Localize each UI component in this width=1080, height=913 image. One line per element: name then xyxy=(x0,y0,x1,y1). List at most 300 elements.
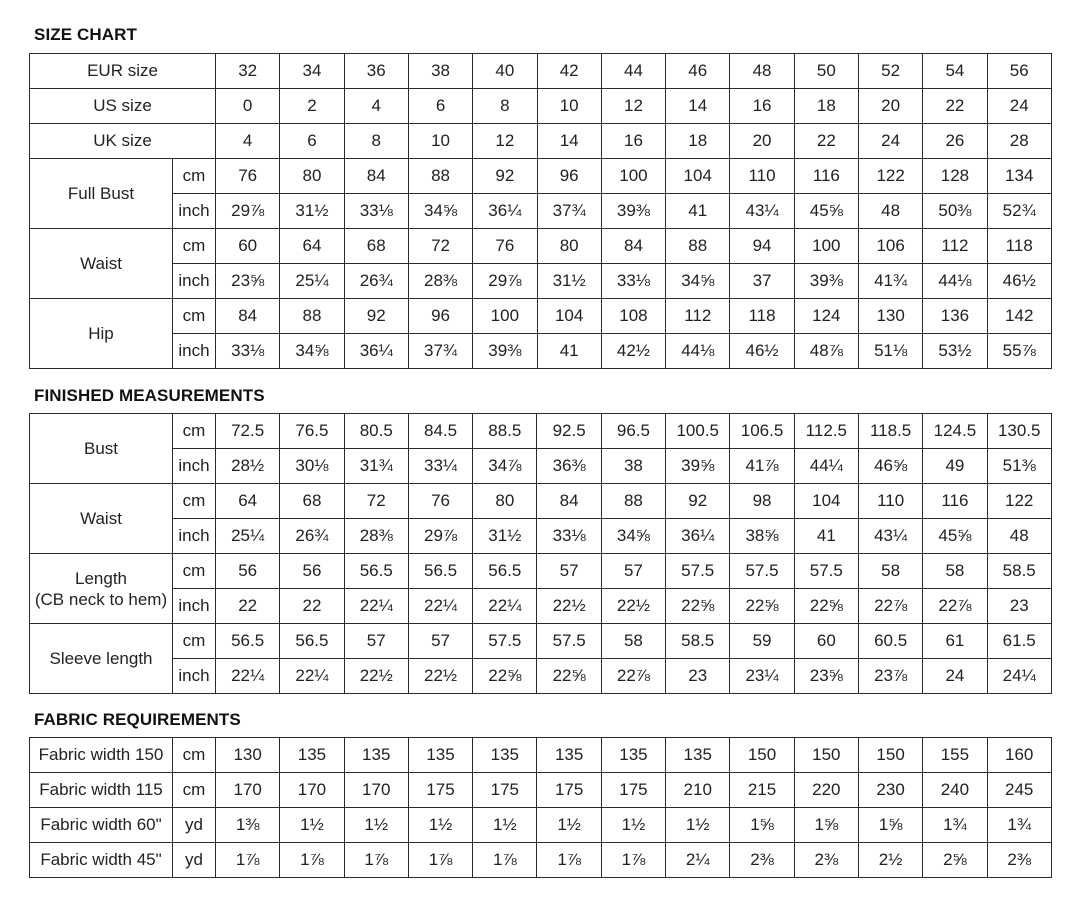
table-cell: 58.5 xyxy=(987,554,1051,589)
table-cell: 136 xyxy=(923,299,987,334)
table-cell: 24 xyxy=(923,659,987,694)
table-cell: 33⅛ xyxy=(537,519,601,554)
table-cell: 57.5 xyxy=(537,624,601,659)
finished-measurements-table xyxy=(29,413,1052,694)
table-cell: 36¼ xyxy=(473,194,537,229)
table-cell: 116 xyxy=(923,484,987,519)
table-cell: 61 xyxy=(923,624,987,659)
table-cell: 22⅝ xyxy=(730,589,794,624)
table-cell: 1⅞ xyxy=(344,843,408,878)
table-cell: 76 xyxy=(216,159,280,194)
table-cell: 96.5 xyxy=(601,414,665,449)
table-cell: 6 xyxy=(280,124,344,159)
table-cell: 88 xyxy=(601,484,665,519)
table-cell: 68 xyxy=(344,229,408,264)
table-cell: 118.5 xyxy=(858,414,922,449)
table-cell: 100 xyxy=(473,299,537,334)
table-cell: 160 xyxy=(987,738,1051,773)
fabric-requirements-title: FABRIC REQUIREMENTS xyxy=(34,710,241,729)
table-cell: 22½ xyxy=(601,589,665,624)
table-cell: 50 xyxy=(794,54,858,89)
table-cell: 56.5 xyxy=(408,554,472,589)
table-cell: 51⅜ xyxy=(987,449,1051,484)
table-cell: 142 xyxy=(987,299,1051,334)
table-cell: 28⅜ xyxy=(408,264,472,299)
table-cell: 92 xyxy=(344,299,408,334)
table-cell: 76 xyxy=(473,229,537,264)
table-row xyxy=(30,54,1052,89)
table-cell: 72.5 xyxy=(216,414,280,449)
finished-measurements-title: FINISHED MEASUREMENTS xyxy=(34,386,265,405)
table-cell: 110 xyxy=(730,159,794,194)
measurement-name: Bust xyxy=(83,439,119,458)
table-cell: 150 xyxy=(730,738,794,773)
table-cell: 31½ xyxy=(473,519,537,554)
fabric-width-label: Fabric width 115 xyxy=(30,773,173,808)
table-cell: 61.5 xyxy=(987,624,1051,659)
unit-label: cm xyxy=(173,484,216,519)
table-cell: 41 xyxy=(666,194,730,229)
table-cell: 1⅞ xyxy=(473,843,537,878)
table-cell: 135 xyxy=(344,738,408,773)
fabric-width-label: Fabric width 150 xyxy=(30,738,173,773)
size-chart-table xyxy=(29,53,1052,369)
table-cell: 12 xyxy=(601,89,665,124)
table-cell: 84.5 xyxy=(408,414,472,449)
table-cell: 135 xyxy=(666,738,730,773)
table-cell: 80 xyxy=(537,229,601,264)
size-chart-title: SIZE CHART xyxy=(34,25,137,44)
table-cell: 170 xyxy=(216,773,280,808)
table-cell: 29⅞ xyxy=(408,519,472,554)
table-cell: 245 xyxy=(987,773,1051,808)
table-cell: 2⅜ xyxy=(794,843,858,878)
measurement-label xyxy=(30,624,173,694)
table-cell: 175 xyxy=(408,773,472,808)
unit-label: cm xyxy=(173,159,216,194)
table-cell: 220 xyxy=(794,773,858,808)
table-cell: 52¾ xyxy=(987,194,1051,229)
table-cell: 1⅞ xyxy=(216,843,280,878)
table-cell: 44¼ xyxy=(794,449,858,484)
table-cell: 48⅞ xyxy=(794,334,858,369)
table-cell: 22 xyxy=(923,89,987,124)
table-cell: 34⅝ xyxy=(408,194,472,229)
table-cell: 34⅞ xyxy=(473,449,537,484)
table-cell: 1⅞ xyxy=(601,843,665,878)
unit-label: cm xyxy=(173,773,216,808)
table-cell: 22¼ xyxy=(280,659,344,694)
table-cell: 46½ xyxy=(987,264,1051,299)
table-cell: 150 xyxy=(858,738,922,773)
table-cell: 130 xyxy=(216,738,280,773)
unit-label: cm xyxy=(173,624,216,659)
table-cell: 22⅞ xyxy=(601,659,665,694)
table-row xyxy=(30,414,1052,449)
table-cell: 22⅝ xyxy=(794,589,858,624)
table-cell: 33⅛ xyxy=(344,194,408,229)
table-cell: 6 xyxy=(408,89,472,124)
table-cell: 22¼ xyxy=(344,589,408,624)
table-cell: 104 xyxy=(794,484,858,519)
table-cell: 31½ xyxy=(280,194,344,229)
table-cell: 72 xyxy=(344,484,408,519)
table-cell: 57 xyxy=(601,554,665,589)
table-cell: 88 xyxy=(280,299,344,334)
measurement-sublabel: (CB neck to hem) xyxy=(34,589,168,609)
table-cell: 37 xyxy=(730,264,794,299)
table-row xyxy=(30,589,1052,624)
table-cell: 100 xyxy=(601,159,665,194)
table-cell: 104 xyxy=(666,159,730,194)
table-cell: 34⅝ xyxy=(601,519,665,554)
table-cell: 26¾ xyxy=(280,519,344,554)
table-cell: 170 xyxy=(280,773,344,808)
table-cell: 44⅛ xyxy=(923,264,987,299)
table-cell: 1¾ xyxy=(923,808,987,843)
table-row xyxy=(30,554,1052,589)
table-cell: 29⅞ xyxy=(473,264,537,299)
table-cell: 58 xyxy=(923,554,987,589)
table-cell: 64 xyxy=(216,484,280,519)
table-cell: 23⅝ xyxy=(216,264,280,299)
table-cell: 42½ xyxy=(601,334,665,369)
table-cell: 88 xyxy=(408,159,472,194)
table-cell: 76 xyxy=(408,484,472,519)
measurement-name: Sleeve length xyxy=(49,649,153,668)
table-cell: 57.5 xyxy=(473,624,537,659)
table-cell: 1⅝ xyxy=(858,808,922,843)
table-cell: 10 xyxy=(408,124,472,159)
table-cell: 1½ xyxy=(601,808,665,843)
table-cell: 1½ xyxy=(344,808,408,843)
table-cell: 25¼ xyxy=(216,519,280,554)
table-cell: 230 xyxy=(858,773,922,808)
table-cell: 53½ xyxy=(923,334,987,369)
table-cell: 41¾ xyxy=(858,264,922,299)
table-cell: 128 xyxy=(923,159,987,194)
table-cell: 135 xyxy=(408,738,472,773)
fabric-requirements-table xyxy=(29,737,1052,878)
table-cell: 94 xyxy=(730,229,794,264)
table-cell: 54 xyxy=(923,54,987,89)
table-cell: 1⅝ xyxy=(794,808,858,843)
table-cell: 76.5 xyxy=(280,414,344,449)
unit-label: cm xyxy=(173,414,216,449)
table-cell: 56 xyxy=(987,54,1051,89)
measurement-name: Waist xyxy=(80,509,122,528)
table-cell: 28⅜ xyxy=(344,519,408,554)
table-cell: 23 xyxy=(666,659,730,694)
table-cell: 14 xyxy=(537,124,601,159)
table-cell: 124.5 xyxy=(923,414,987,449)
table-cell: 92 xyxy=(473,159,537,194)
table-cell: 175 xyxy=(601,773,665,808)
table-cell: 96 xyxy=(537,159,601,194)
table-row xyxy=(30,519,1052,554)
table-cell: 88 xyxy=(666,229,730,264)
table-cell: 84 xyxy=(537,484,601,519)
table-cell: 84 xyxy=(216,299,280,334)
table-cell: 56 xyxy=(216,554,280,589)
table-cell: 88.5 xyxy=(473,414,537,449)
table-cell: 92 xyxy=(666,484,730,519)
table-cell: 170 xyxy=(344,773,408,808)
table-cell: 24¼ xyxy=(987,659,1051,694)
table-cell: 50⅜ xyxy=(923,194,987,229)
table-cell: 16 xyxy=(601,124,665,159)
table-cell: 135 xyxy=(280,738,344,773)
table-cell: 23⅝ xyxy=(794,659,858,694)
table-cell: 28 xyxy=(987,124,1051,159)
table-cell: 175 xyxy=(537,773,601,808)
table-cell: 100.5 xyxy=(666,414,730,449)
table-cell: 1½ xyxy=(473,808,537,843)
table-cell: 45⅝ xyxy=(794,194,858,229)
table-cell: 56.5 xyxy=(280,624,344,659)
table-cell: 49 xyxy=(923,449,987,484)
table-cell: 122 xyxy=(858,159,922,194)
table-cell: 2 xyxy=(280,89,344,124)
table-cell: 118 xyxy=(730,299,794,334)
table-cell: 112 xyxy=(666,299,730,334)
unit-label: cm xyxy=(173,299,216,334)
table-cell: 36¼ xyxy=(666,519,730,554)
table-cell: 56.5 xyxy=(216,624,280,659)
table-cell: 1⅞ xyxy=(280,843,344,878)
table-cell: 92.5 xyxy=(537,414,601,449)
table-cell: 58.5 xyxy=(666,624,730,659)
table-row xyxy=(30,624,1052,659)
table-cell: 80 xyxy=(280,159,344,194)
table-cell: 134 xyxy=(987,159,1051,194)
table-cell: 36 xyxy=(344,54,408,89)
size-system-label: UK size xyxy=(30,124,216,159)
table-cell: 46½ xyxy=(730,334,794,369)
table-cell: 215 xyxy=(730,773,794,808)
table-cell: 112 xyxy=(923,229,987,264)
table-cell: 23 xyxy=(987,589,1051,624)
measurement-label xyxy=(30,414,173,484)
measurement-name: Hip xyxy=(88,324,114,343)
table-cell: 26 xyxy=(923,124,987,159)
table-cell: 22½ xyxy=(344,659,408,694)
table-cell: 43¼ xyxy=(858,519,922,554)
table-cell: 60 xyxy=(794,624,858,659)
table-cell: 122 xyxy=(987,484,1051,519)
table-cell: 37¾ xyxy=(408,334,472,369)
table-cell: 34⅝ xyxy=(666,264,730,299)
table-cell: 130.5 xyxy=(987,414,1051,449)
table-cell: 58 xyxy=(601,624,665,659)
table-cell: 30⅛ xyxy=(280,449,344,484)
table-cell: 96 xyxy=(408,299,472,334)
table-cell: 98 xyxy=(730,484,794,519)
table-cell: 112.5 xyxy=(794,414,858,449)
table-cell: 22⅞ xyxy=(858,589,922,624)
table-cell: 130 xyxy=(858,299,922,334)
table-cell: 4 xyxy=(344,89,408,124)
table-cell: 14 xyxy=(666,89,730,124)
table-cell: 4 xyxy=(216,124,280,159)
table-cell: 46 xyxy=(666,54,730,89)
table-cell: 55⅞ xyxy=(987,334,1051,369)
table-cell: 2⅜ xyxy=(730,843,794,878)
table-cell: 45⅝ xyxy=(923,519,987,554)
table-cell: 124 xyxy=(794,299,858,334)
table-cell: 1⅞ xyxy=(408,843,472,878)
table-cell: 22¼ xyxy=(473,589,537,624)
table-cell: 34 xyxy=(280,54,344,89)
table-cell: 24 xyxy=(987,89,1051,124)
table-cell: 155 xyxy=(923,738,987,773)
table-row xyxy=(30,773,1052,808)
unit-label: cm xyxy=(173,738,216,773)
table-cell: 56 xyxy=(280,554,344,589)
table-cell: 56.5 xyxy=(344,554,408,589)
table-cell: 39⅝ xyxy=(666,449,730,484)
size-system-label: EUR size xyxy=(30,54,216,89)
table-row xyxy=(30,264,1052,299)
table-cell: 23⅞ xyxy=(858,659,922,694)
table-cell: 1½ xyxy=(537,808,601,843)
measurement-name: Full Bust xyxy=(67,184,135,203)
table-cell: 80.5 xyxy=(344,414,408,449)
table-cell: 110 xyxy=(858,484,922,519)
table-cell: 0 xyxy=(216,89,280,124)
table-cell: 240 xyxy=(923,773,987,808)
table-cell: 210 xyxy=(666,773,730,808)
table-row xyxy=(30,738,1052,773)
table-row xyxy=(30,808,1052,843)
table-cell: 1½ xyxy=(280,808,344,843)
table-cell: 57.5 xyxy=(794,554,858,589)
table-cell: 22⅝ xyxy=(537,659,601,694)
unit-label: inch xyxy=(173,519,216,554)
table-cell: 108 xyxy=(601,299,665,334)
unit-label: cm xyxy=(173,229,216,264)
table-cell: 106.5 xyxy=(730,414,794,449)
table-row xyxy=(30,194,1052,229)
table-cell: 1½ xyxy=(666,808,730,843)
table-cell: 29⅞ xyxy=(216,194,280,229)
table-cell: 84 xyxy=(344,159,408,194)
table-cell: 31½ xyxy=(537,264,601,299)
table-cell: 22½ xyxy=(408,659,472,694)
table-row xyxy=(30,843,1052,878)
table-cell: 60 xyxy=(216,229,280,264)
table-cell: 48 xyxy=(987,519,1051,554)
unit-label: cm xyxy=(173,554,216,589)
unit-label: inch xyxy=(173,589,216,624)
table-cell: 22 xyxy=(794,124,858,159)
table-cell: 8 xyxy=(344,124,408,159)
table-cell: 10 xyxy=(537,89,601,124)
table-cell: 26¾ xyxy=(344,264,408,299)
table-cell: 31¾ xyxy=(344,449,408,484)
table-cell: 72 xyxy=(408,229,472,264)
table-cell: 18 xyxy=(666,124,730,159)
table-cell: 41⅞ xyxy=(730,449,794,484)
table-cell: 48 xyxy=(730,54,794,89)
table-cell: 23¼ xyxy=(730,659,794,694)
table-cell: 22⅝ xyxy=(473,659,537,694)
unit-label: inch xyxy=(173,659,216,694)
table-cell: 16 xyxy=(730,89,794,124)
table-cell: 38⅝ xyxy=(730,519,794,554)
table-cell: 56.5 xyxy=(473,554,537,589)
table-cell: 48 xyxy=(858,194,922,229)
table-cell: 39⅜ xyxy=(601,194,665,229)
table-cell: 22 xyxy=(216,589,280,624)
unit-label: yd xyxy=(173,843,216,878)
table-cell: 12 xyxy=(473,124,537,159)
table-cell: 39⅜ xyxy=(473,334,537,369)
table-cell: 44⅛ xyxy=(666,334,730,369)
table-cell: 52 xyxy=(858,54,922,89)
table-cell: 36¼ xyxy=(344,334,408,369)
unit-label: inch xyxy=(173,334,216,369)
table-cell: 33⅛ xyxy=(216,334,280,369)
size-system-label: US size xyxy=(30,89,216,124)
table-cell: 20 xyxy=(858,89,922,124)
table-cell: 22¼ xyxy=(216,659,280,694)
table-row xyxy=(30,299,1052,334)
table-cell: 2⅝ xyxy=(923,843,987,878)
table-row xyxy=(30,89,1052,124)
table-cell: 33¼ xyxy=(408,449,472,484)
table-row xyxy=(30,334,1052,369)
unit-label: inch xyxy=(173,449,216,484)
table-cell: 36⅜ xyxy=(537,449,601,484)
table-cell: 2¼ xyxy=(666,843,730,878)
measurement-label xyxy=(30,229,173,299)
table-cell: 1½ xyxy=(408,808,472,843)
table-cell: 1⅝ xyxy=(730,808,794,843)
table-cell: 58 xyxy=(858,554,922,589)
measurement-label xyxy=(30,299,173,369)
measurement-label xyxy=(30,159,173,229)
table-cell: 22⅝ xyxy=(666,589,730,624)
table-cell: 57 xyxy=(344,624,408,659)
table-cell: 22 xyxy=(280,589,344,624)
fabric-width-label: Fabric width 45" xyxy=(30,843,173,878)
table-cell: 25¼ xyxy=(280,264,344,299)
table-cell: 37¾ xyxy=(537,194,601,229)
table-cell: 8 xyxy=(473,89,537,124)
measurement-label xyxy=(30,554,173,624)
table-cell: 43¼ xyxy=(730,194,794,229)
table-cell: 84 xyxy=(601,229,665,264)
table-cell: 57 xyxy=(537,554,601,589)
table-cell: 51⅛ xyxy=(858,334,922,369)
table-cell: 32 xyxy=(216,54,280,89)
table-cell: 41 xyxy=(537,334,601,369)
table-cell: 18 xyxy=(794,89,858,124)
table-row xyxy=(30,484,1052,519)
table-cell: 1¾ xyxy=(987,808,1051,843)
table-cell: 60.5 xyxy=(858,624,922,659)
measurement-name: Length xyxy=(75,568,127,588)
table-row xyxy=(30,124,1052,159)
table-cell: 39⅜ xyxy=(794,264,858,299)
table-cell: 1⅞ xyxy=(537,843,601,878)
table-row xyxy=(30,159,1052,194)
table-cell: 38 xyxy=(408,54,472,89)
table-cell: 24 xyxy=(858,124,922,159)
table-cell: 80 xyxy=(473,484,537,519)
table-cell: 22¼ xyxy=(408,589,472,624)
